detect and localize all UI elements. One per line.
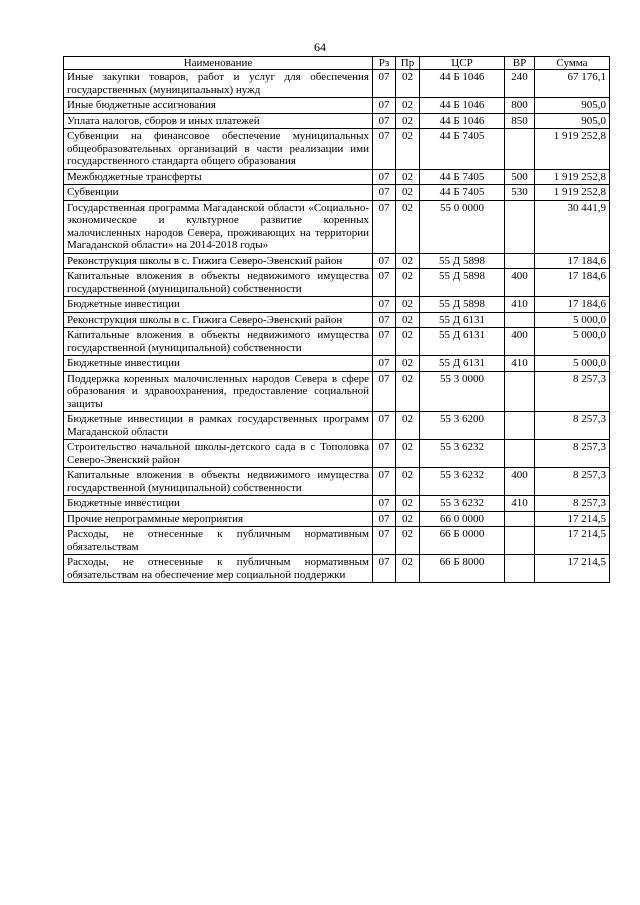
header-csr: ЦСР bbox=[420, 57, 505, 70]
cell-name: Иные закупки товаров, работ и услуг для обеспечения государственных (муниципальных) нужд bbox=[64, 70, 373, 98]
cell-vr bbox=[505, 200, 535, 253]
cell-csr: 55 3 0000 bbox=[420, 371, 505, 412]
cell-pr: 02 bbox=[396, 169, 420, 185]
table-row bbox=[64, 169, 610, 185]
cell-pr: 02 bbox=[396, 129, 420, 170]
cell-pr: 02 bbox=[396, 440, 420, 468]
cell-rz: 07 bbox=[373, 269, 396, 297]
table-row bbox=[64, 297, 610, 313]
cell-name: Бюджетные инвестиции bbox=[64, 297, 373, 313]
cell-vr bbox=[505, 412, 535, 440]
cell-sum: 5 000,0 bbox=[535, 312, 610, 328]
header-pr: Пр bbox=[396, 57, 420, 70]
cell-csr: 44 Б 1046 bbox=[420, 113, 505, 129]
cell-rz: 07 bbox=[373, 98, 396, 114]
cell-csr: 55 Д 5898 bbox=[420, 253, 505, 269]
cell-name: Капитальные вложения в объекты недвижимого имущества государственной (муниципальной) собственности bbox=[64, 328, 373, 356]
cell-pr: 02 bbox=[396, 412, 420, 440]
cell-rz: 07 bbox=[373, 129, 396, 170]
table-row bbox=[64, 328, 610, 356]
cell-vr: 500 bbox=[505, 169, 535, 185]
cell-vr bbox=[505, 527, 535, 555]
table-row bbox=[64, 113, 610, 129]
cell-vr: 410 bbox=[505, 356, 535, 372]
cell-sum: 1 919 252,8 bbox=[535, 129, 610, 170]
cell-name: Расходы, не отнесенные к публичным нормативным обязательствам на обеспечение мер социальной поддержки bbox=[64, 555, 373, 583]
cell-name: Иные бюджетные ассигнования bbox=[64, 98, 373, 114]
cell-vr: 800 bbox=[505, 98, 535, 114]
cell-sum: 8 257,3 bbox=[535, 371, 610, 412]
table-row bbox=[64, 412, 610, 440]
table-row bbox=[64, 98, 610, 114]
cell-pr: 02 bbox=[396, 511, 420, 527]
cell-rz: 07 bbox=[373, 468, 396, 496]
table-header-row bbox=[64, 57, 610, 70]
cell-csr: 55 3 6232 bbox=[420, 440, 505, 468]
cell-rz: 07 bbox=[373, 440, 396, 468]
cell-name: Субвенции bbox=[64, 185, 373, 201]
cell-vr: 240 bbox=[505, 70, 535, 98]
cell-rz: 07 bbox=[373, 496, 396, 512]
cell-csr: 55 Д 6131 bbox=[420, 328, 505, 356]
cell-csr: 66 Б 8000 bbox=[420, 555, 505, 583]
cell-pr: 02 bbox=[396, 555, 420, 583]
table-row bbox=[64, 496, 610, 512]
table-row bbox=[64, 371, 610, 412]
cell-name: Реконструкция школы в с. Гижига Северо-Эвенский район bbox=[64, 312, 373, 328]
cell-name: Субвенции на финансовое обеспечение муниципальных общеобразовательных организаций в части реализации ими государственного стандарта общего образования bbox=[64, 129, 373, 170]
cell-name: Расходы, не отнесенные к публичным нормативным обязательствам bbox=[64, 527, 373, 555]
cell-vr bbox=[505, 555, 535, 583]
cell-pr: 02 bbox=[396, 185, 420, 201]
header-name: Наименование bbox=[64, 57, 373, 70]
cell-rz: 07 bbox=[373, 185, 396, 201]
cell-name: Реконструкция школы в с. Гижига Северо-Эвенский район bbox=[64, 253, 373, 269]
cell-pr: 02 bbox=[396, 328, 420, 356]
cell-sum: 5 000,0 bbox=[535, 356, 610, 372]
cell-sum: 17 214,5 bbox=[535, 555, 610, 583]
cell-pr: 02 bbox=[396, 468, 420, 496]
table-row bbox=[64, 440, 610, 468]
cell-name: Капитальные вложения в объекты недвижимого имущества государственной (муниципальной) собственности bbox=[64, 269, 373, 297]
cell-name: Бюджетные инвестиции в рамках государственных программ Магаданской области bbox=[64, 412, 373, 440]
table-row bbox=[64, 555, 610, 583]
cell-csr: 55 3 6232 bbox=[420, 468, 505, 496]
cell-name: Капитальные вложения в объекты недвижимого имущества государственной (муниципальной) собственности bbox=[64, 468, 373, 496]
cell-rz: 07 bbox=[373, 70, 396, 98]
cell-rz: 07 bbox=[373, 555, 396, 583]
cell-csr: 55 3 6200 bbox=[420, 412, 505, 440]
table-row bbox=[64, 356, 610, 372]
cell-sum: 1 919 252,8 bbox=[535, 185, 610, 201]
cell-vr: 530 bbox=[505, 185, 535, 201]
cell-sum: 17 214,5 bbox=[535, 527, 610, 555]
cell-csr: 55 Д 5898 bbox=[420, 297, 505, 313]
cell-pr: 02 bbox=[396, 269, 420, 297]
cell-csr: 44 Б 7405 bbox=[420, 185, 505, 201]
cell-pr: 02 bbox=[396, 356, 420, 372]
cell-pr: 02 bbox=[396, 527, 420, 555]
cell-rz: 07 bbox=[373, 113, 396, 129]
header-rz: Рз bbox=[373, 57, 396, 70]
cell-name: Прочие непрограммные мероприятия bbox=[64, 511, 373, 527]
cell-name: Межбюджетные трансферты bbox=[64, 169, 373, 185]
cell-vr: 410 bbox=[505, 297, 535, 313]
cell-csr: 55 0 0000 bbox=[420, 200, 505, 253]
table-row bbox=[64, 527, 610, 555]
page-number: 64 bbox=[314, 40, 326, 54]
cell-pr: 02 bbox=[396, 297, 420, 313]
cell-name: Бюджетные инвестиции bbox=[64, 496, 373, 512]
cell-pr: 02 bbox=[396, 312, 420, 328]
cell-pr: 02 bbox=[396, 371, 420, 412]
cell-rz: 07 bbox=[373, 527, 396, 555]
cell-vr: 400 bbox=[505, 468, 535, 496]
cell-sum: 8 257,3 bbox=[535, 496, 610, 512]
cell-vr bbox=[505, 312, 535, 328]
cell-csr: 44 Б 7405 bbox=[420, 169, 505, 185]
cell-vr bbox=[505, 129, 535, 170]
table-row bbox=[64, 468, 610, 496]
table-body bbox=[64, 70, 610, 583]
cell-sum: 8 257,3 bbox=[535, 412, 610, 440]
cell-sum: 17 214,5 bbox=[535, 511, 610, 527]
cell-rz: 07 bbox=[373, 297, 396, 313]
cell-csr: 44 Б 1046 bbox=[420, 70, 505, 98]
cell-pr: 02 bbox=[396, 98, 420, 114]
cell-vr bbox=[505, 511, 535, 527]
cell-rz: 07 bbox=[373, 200, 396, 253]
cell-pr: 02 bbox=[396, 113, 420, 129]
budget-table bbox=[63, 56, 610, 583]
cell-pr: 02 bbox=[396, 70, 420, 98]
cell-rz: 07 bbox=[373, 312, 396, 328]
cell-pr: 02 bbox=[396, 200, 420, 253]
header-vr: ВР bbox=[505, 57, 535, 70]
cell-rz: 07 bbox=[373, 511, 396, 527]
table-row bbox=[64, 312, 610, 328]
cell-vr: 400 bbox=[505, 269, 535, 297]
table-row bbox=[64, 200, 610, 253]
cell-csr: 55 Д 6131 bbox=[420, 312, 505, 328]
table-row bbox=[64, 511, 610, 527]
cell-sum: 8 257,3 bbox=[535, 440, 610, 468]
table-row bbox=[64, 269, 610, 297]
table-row bbox=[64, 129, 610, 170]
cell-name: Бюджетные инвестиции bbox=[64, 356, 373, 372]
cell-rz: 07 bbox=[373, 169, 396, 185]
cell-csr: 44 Б 1046 bbox=[420, 98, 505, 114]
cell-rz: 07 bbox=[373, 328, 396, 356]
table-row bbox=[64, 185, 610, 201]
cell-rz: 07 bbox=[373, 412, 396, 440]
cell-csr: 66 Б 0000 bbox=[420, 527, 505, 555]
cell-pr: 02 bbox=[396, 253, 420, 269]
cell-name: Строительство начальной школы-детского сада в с Тополовка Северо-Эвенский район bbox=[64, 440, 373, 468]
cell-vr: 410 bbox=[505, 496, 535, 512]
cell-csr: 55 Д 6131 bbox=[420, 356, 505, 372]
cell-sum: 5 000,0 bbox=[535, 328, 610, 356]
cell-sum: 905,0 bbox=[535, 98, 610, 114]
cell-sum: 8 257,3 bbox=[535, 468, 610, 496]
cell-rz: 07 bbox=[373, 356, 396, 372]
cell-sum: 30 441,9 bbox=[535, 200, 610, 253]
table-row bbox=[64, 70, 610, 98]
cell-sum: 17 184,6 bbox=[535, 297, 610, 313]
cell-rz: 07 bbox=[373, 253, 396, 269]
cell-name: Уплата налогов, сборов и иных платежей bbox=[64, 113, 373, 129]
cell-sum: 17 184,6 bbox=[535, 269, 610, 297]
cell-rz: 07 bbox=[373, 371, 396, 412]
header-sum: Сумма bbox=[535, 57, 610, 70]
cell-vr: 400 bbox=[505, 328, 535, 356]
cell-name: Поддержка коренных малочисленных народов Севера в сфере образования и здравоохранения, предоставление социальной защиты bbox=[64, 371, 373, 412]
cell-sum: 17 184,6 bbox=[535, 253, 610, 269]
cell-sum: 1 919 252,8 bbox=[535, 169, 610, 185]
cell-csr: 66 0 0000 bbox=[420, 511, 505, 527]
cell-csr: 55 3 6232 bbox=[420, 496, 505, 512]
cell-sum: 905,0 bbox=[535, 113, 610, 129]
cell-vr bbox=[505, 440, 535, 468]
table-row bbox=[64, 253, 610, 269]
cell-vr: 850 bbox=[505, 113, 535, 129]
cell-pr: 02 bbox=[396, 496, 420, 512]
cell-csr: 55 Д 5898 bbox=[420, 269, 505, 297]
cell-vr bbox=[505, 371, 535, 412]
cell-vr bbox=[505, 253, 535, 269]
cell-sum: 67 176,1 bbox=[535, 70, 610, 98]
cell-name: Государственная программа Магаданской области «Социально-экономическое и культурное развитие коренных малочисленных народов Севера, проживающих на территории Магаданской области» на 2014-2018 годы» bbox=[64, 200, 373, 253]
cell-csr: 44 Б 7405 bbox=[420, 129, 505, 170]
